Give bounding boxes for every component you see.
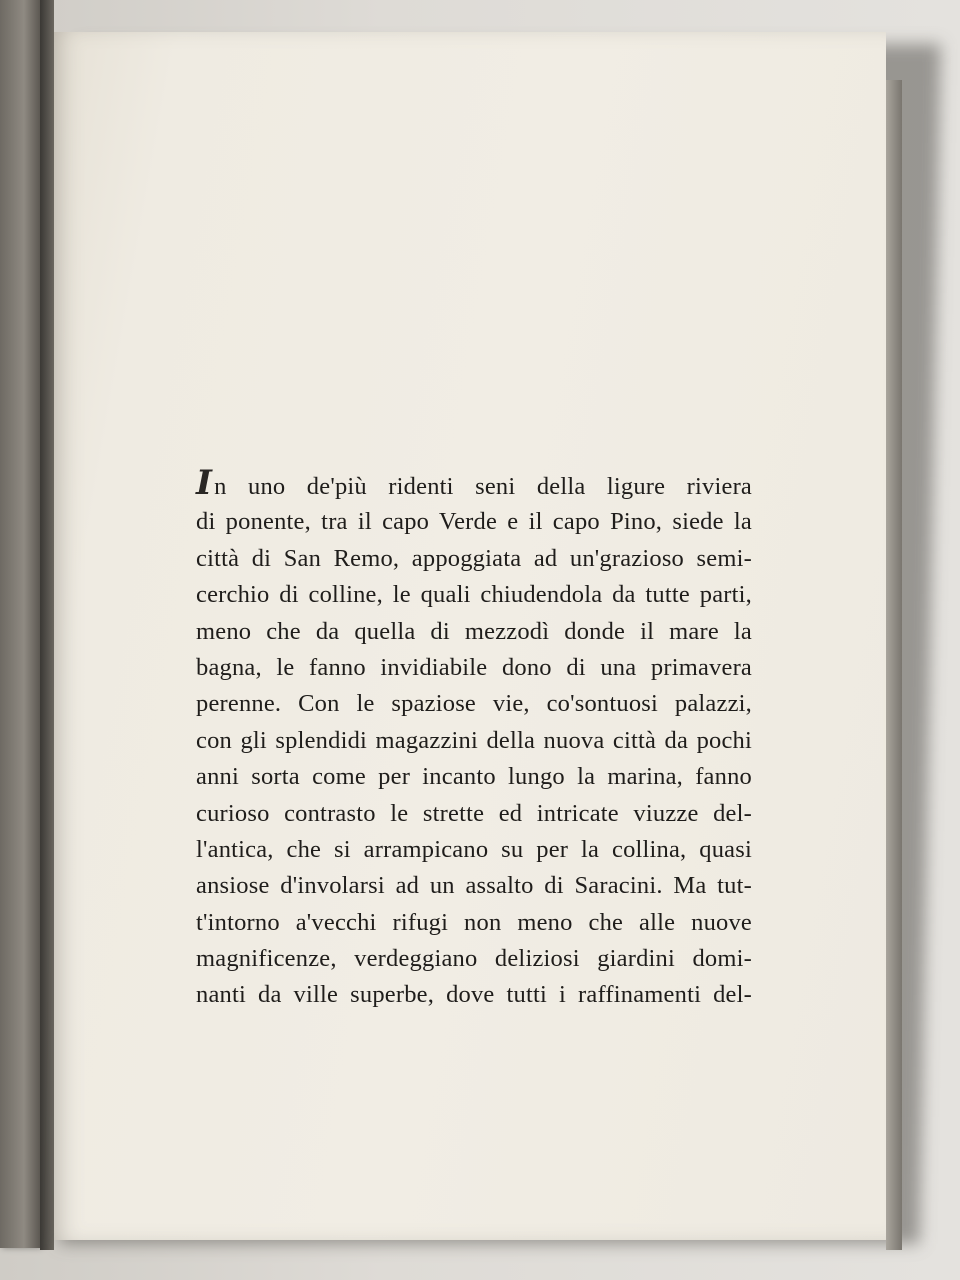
text-line: città di San Remo, appoggiata ad un'grazioso semi- <box>196 544 752 572</box>
text-line: cerchio di colline, le quali chiudendola da tutte parti, <box>196 581 752 609</box>
text-line: ansiose d'involarsi ad un assalto di Saracini. Ma tut- <box>196 872 752 900</box>
text-line: magnificenze, verdeggiano deliziosi giardini domi- <box>196 945 752 973</box>
text-line <box>196 463 752 504</box>
text-line: anni sorta come per incanto lungo la marina, fanno <box>196 763 752 791</box>
text-line: con gli splendidi magazzini della nuova città da pochi <box>196 726 752 754</box>
first-line-text: n uno de'più ridenti seni della ligure riviera <box>214 473 752 500</box>
drop-cap-initial: I <box>196 463 213 503</box>
page-text <box>196 463 752 1014</box>
text-line: curioso contrasto le strette ed intricate viuzze del- <box>196 799 752 827</box>
text-line: l'antica, che si arrampicano su per la collina, quasi <box>196 835 752 863</box>
page-stack-edge <box>886 80 902 1250</box>
text-line: di ponente, tra il capo Verde e il capo Pino, siede la <box>196 508 752 536</box>
text-line: bagna, le fanno invidiabile dono di una primavera <box>196 653 752 681</box>
text-line: nanti da ville superbe, dove tutti i raffinamenti del- <box>196 981 752 1009</box>
book-cover <box>0 0 40 1248</box>
text-line: perenne. Con le spaziose vie, co'sontuosi palazzi, <box>196 690 752 718</box>
book-spine-edge <box>40 0 54 1250</box>
text-line: meno che da quella di mezzodì donde il mare la <box>196 617 752 645</box>
text-line: t'intorno a'vecchi rifugi non meno che alle nuove <box>196 908 752 936</box>
